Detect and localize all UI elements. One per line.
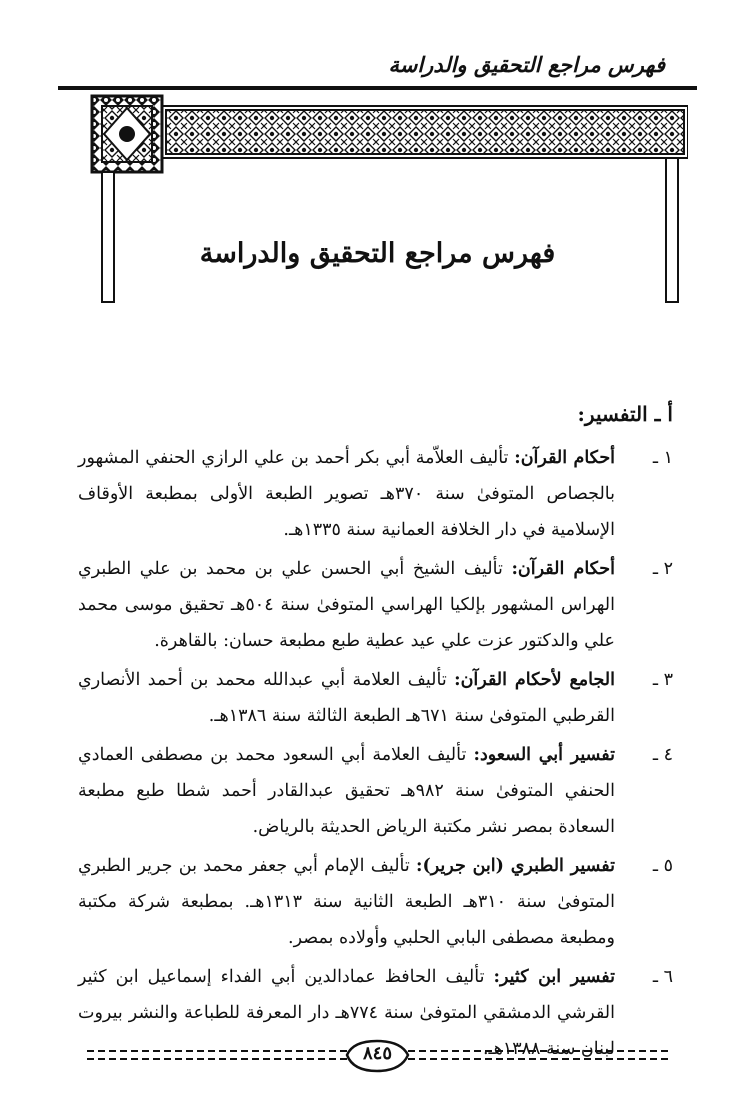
entry-title: أحكام القرآن: <box>514 448 615 468</box>
list-item <box>78 662 675 734</box>
title-frame <box>88 94 688 314</box>
entry-title: تفسير الطبري (ابن جرير): <box>416 856 615 876</box>
entry-number: ١ ـ <box>652 448 673 468</box>
entry-description: تأليف العلامة أبي السعود محمد بن مصطفى العمادي الحنفي المتوفىٰ سنة ٩٨٢هـ تحقيق عبدالقادر أحمد شطا طبع مطبعة السعادة بمصر نشر مكتبة الرياض الحديثة بالرياض. <box>78 745 615 837</box>
entry-body <box>78 737 615 845</box>
entry-body <box>78 440 615 548</box>
entry-title: تفسير أبي السعود: <box>473 745 615 765</box>
list-item <box>78 848 675 956</box>
page-footer <box>85 1037 670 1077</box>
entry-description: تأليف الإمام أبي جعفر محمد بن جرير الطبري المتوفىٰ سنة ٣١٠هـ الطبعة الثانية سنة ١٣١٣هـ. بمطبعة شركة مكتبة ومطبعة مصطفى البابي الحلبي وأولاده بمصر. <box>78 856 615 948</box>
entry-number: ٥ ـ <box>652 856 673 876</box>
entry-number: ٣ ـ <box>652 670 673 690</box>
entry-description: تأليف الحافظ عمادالدين أبي الفداء إسماعيل ابن كثير القرشي الدمشقي المتوفىٰ سنة ٧٧٤هـ دار المعرفة للطباعة والنشر بيروت لبنان سنة ١٣٨٨هـ. <box>78 967 616 1059</box>
entry-description: تأليف الشيخ أبي الحسن علي بن محمد بن علي الطبري الهراس المشهور بإلكيا الهراسي المتوفىٰ سنة ٥٠٤هـ تحقيق موسى محمد علي والدكتور عزت علي عيد عطية طبع مطبعة حسان: بالقاهرة. <box>78 559 616 651</box>
ornamental-frame <box>88 94 688 314</box>
page-number: ٨٤٥ <box>362 1043 392 1064</box>
entry-title: تفسير ابن كثير: <box>493 967 615 987</box>
list-item <box>78 737 675 845</box>
entry-body <box>78 551 615 659</box>
reference-list <box>78 440 675 1070</box>
entry-number: ٢ ـ <box>652 559 673 579</box>
entry-body <box>78 662 615 734</box>
entry-description: تأليف العلاّمة أبي بكر أحمد بن علي الرازي الحنفي المشهور بالجصاص المتوفىٰ سنة ٣٧٠هـ تصوير الطبعة الأولى بمطبعة الأوقاف الإسلامية في دار الخلافة العمانية سنة ١٣٣٥هـ. <box>78 448 615 540</box>
page-title: فهرس مراجع التحقيق والدراسة <box>199 238 556 269</box>
entry-number: ٦ ـ <box>652 967 673 987</box>
header-rule <box>58 86 697 90</box>
entry-title: أحكام القرآن: <box>511 559 615 579</box>
section-heading: أ ـ التفسير: <box>577 402 673 426</box>
list-item <box>78 551 675 659</box>
entry-description: تأليف العلامة أبي عبدالله محمد بن أحمد الأنصاري القرطبي المتوفىٰ سنة ٦٧١هـ الطبعة الثالثة سنة ١٣٨٦هـ. <box>78 670 615 726</box>
running-head: فهرس مراجع التحقيق والدراسة <box>388 52 665 77</box>
list-item <box>78 440 675 548</box>
entry-title: الجامع لأحكام القرآن: <box>454 670 615 690</box>
entry-body <box>78 848 615 956</box>
entry-number: ٤ ـ <box>652 745 673 765</box>
